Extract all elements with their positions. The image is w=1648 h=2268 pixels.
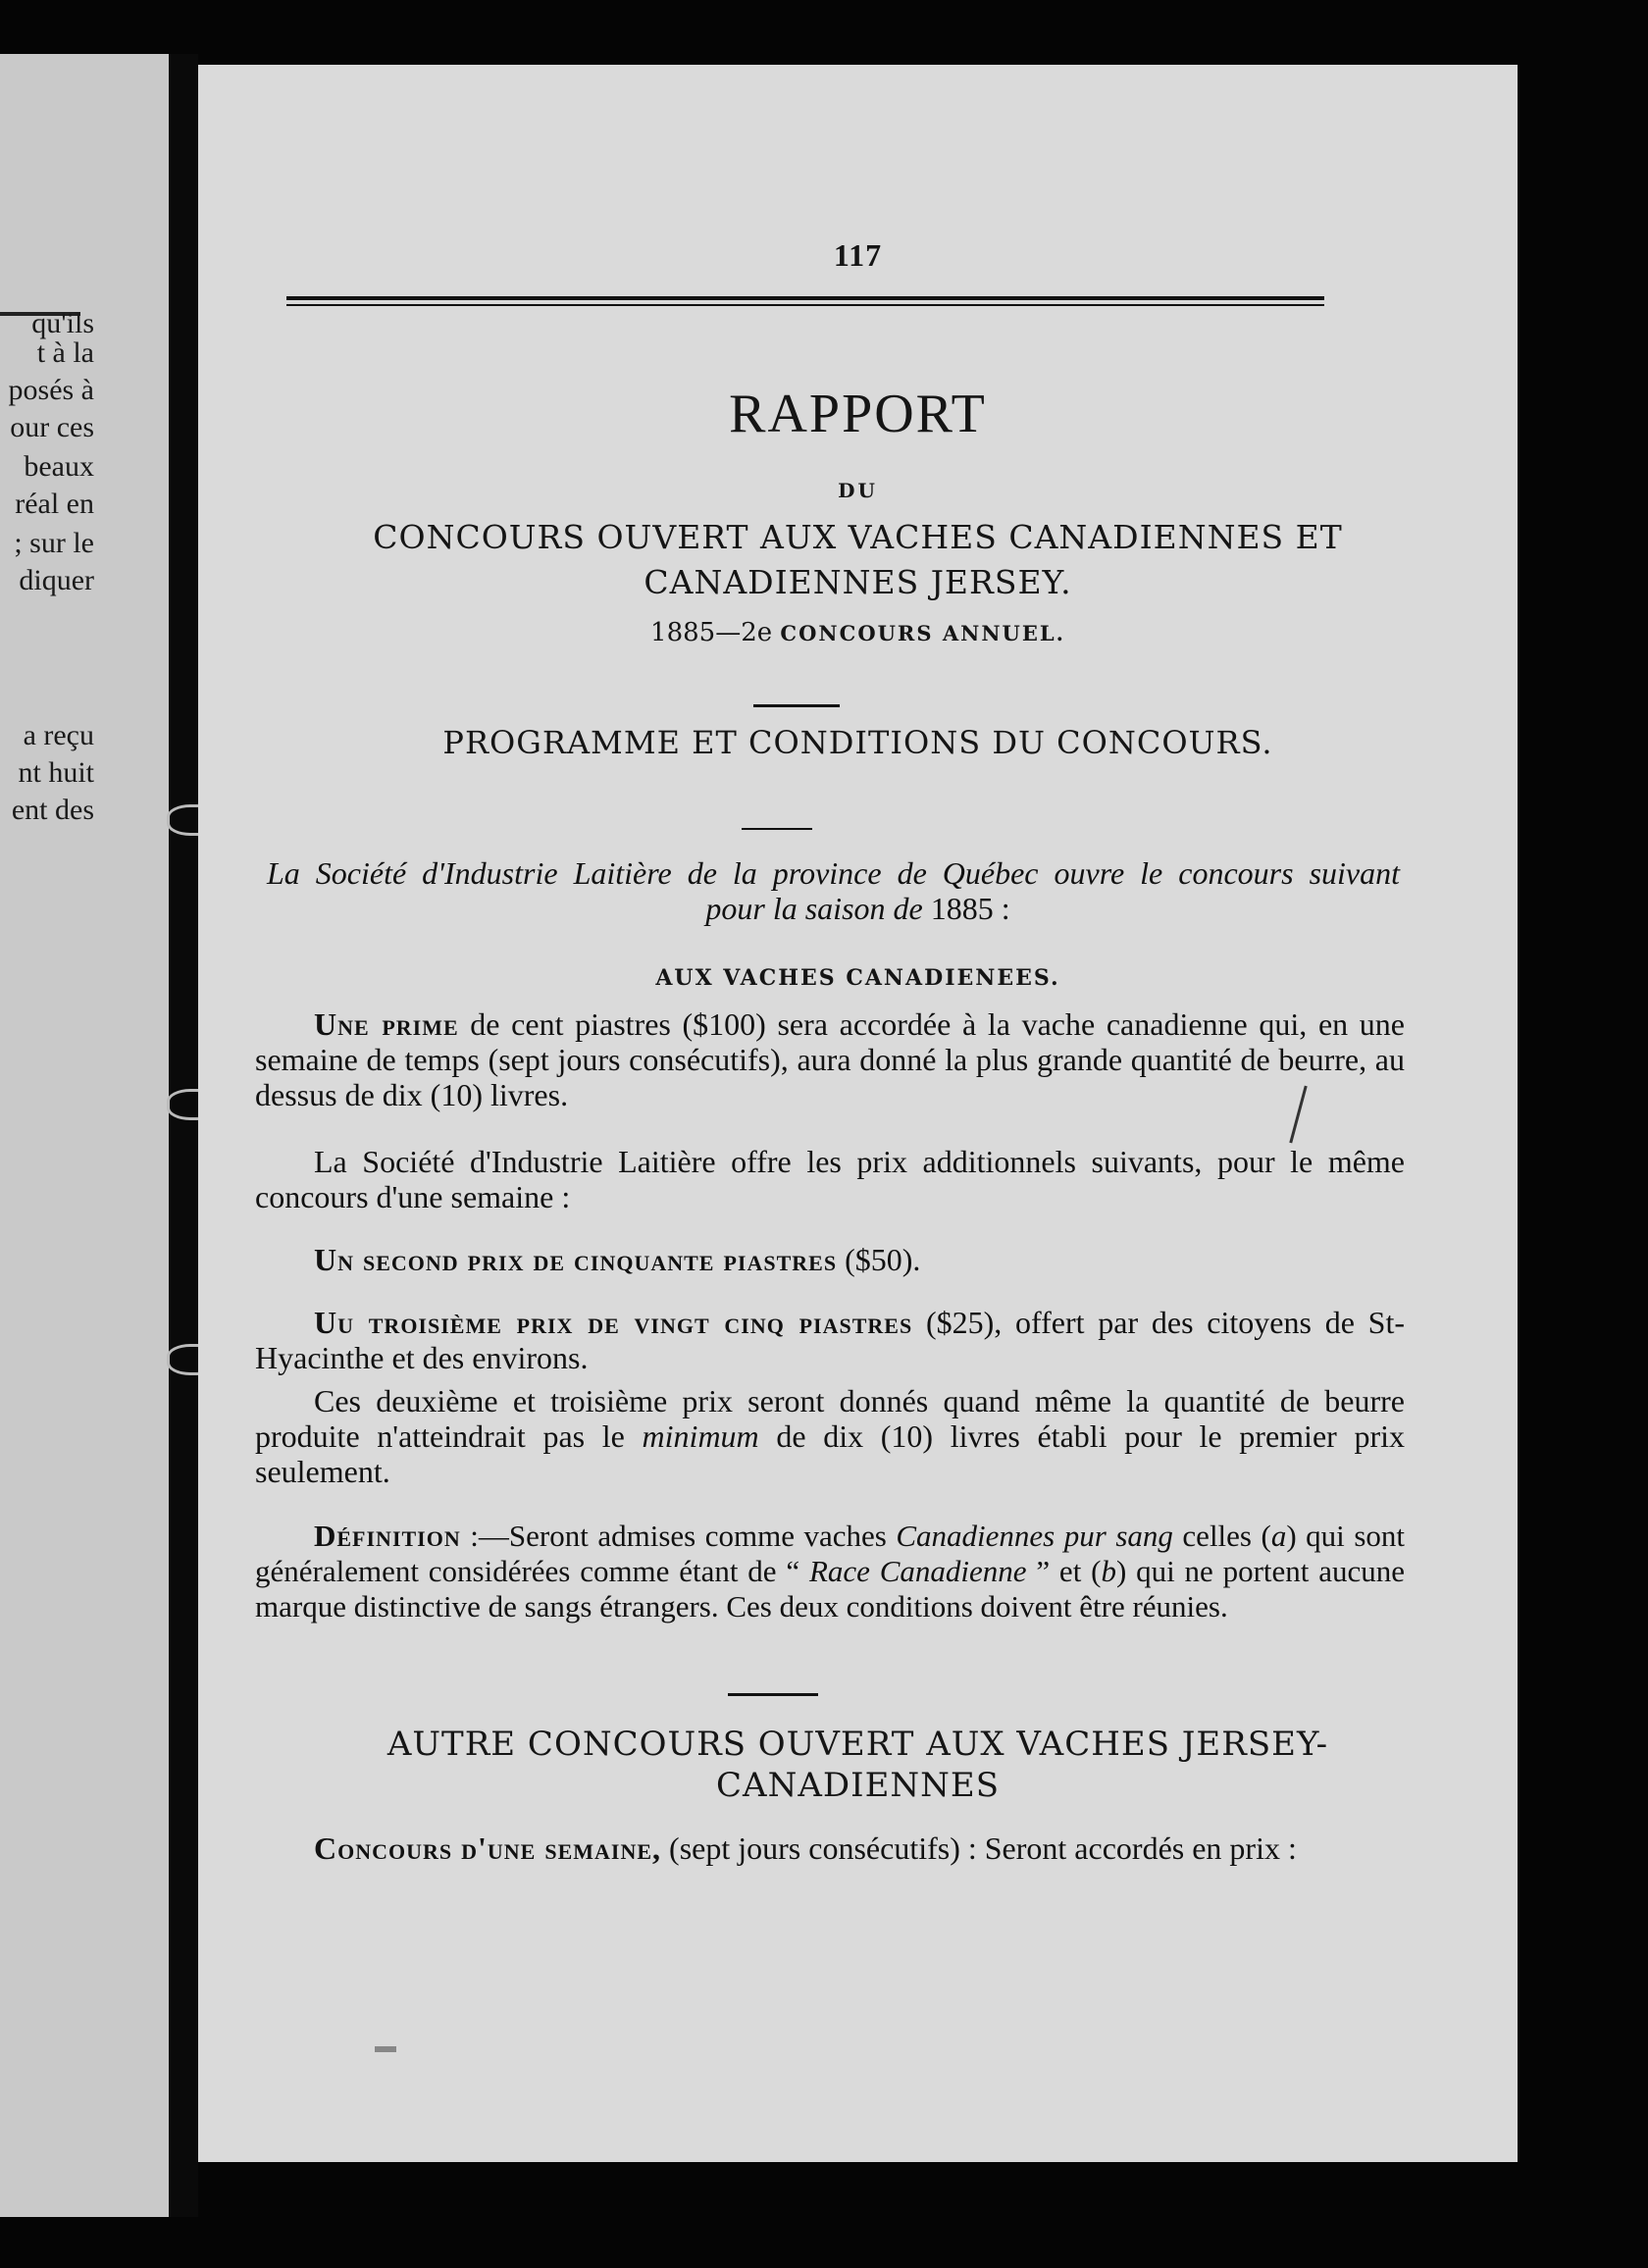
section-rule bbox=[742, 828, 812, 830]
paragraph-italic: a bbox=[1270, 1519, 1287, 1553]
paragraph-italic: b bbox=[1101, 1554, 1116, 1588]
intro-line-1: La Société d'Industrie Laitière de la province de Québec ouvre le concours suivant bbox=[267, 855, 1400, 891]
left-fragment: réal en bbox=[15, 488, 94, 520]
left-fragment: t à la bbox=[36, 336, 94, 369]
report-subtitle-line2: CANADIENNES JERSEY. bbox=[644, 563, 1072, 601]
header-rule bbox=[286, 296, 1324, 300]
left-fragment: nt huit bbox=[18, 756, 94, 789]
report-year: 1885—2e bbox=[650, 618, 773, 647]
paragraph-text: La Société d'Industrie Laitière offre les prix additionnels suivants, pour le même concours d'une semaine : bbox=[255, 1144, 1405, 1214]
left-fragment: beaux bbox=[24, 450, 94, 483]
left-fragment: posés à bbox=[8, 374, 94, 406]
report-title: RAPPORT bbox=[729, 384, 987, 444]
paragraph-text: ($50). bbox=[837, 1242, 921, 1277]
left-fragment: a reçu bbox=[23, 719, 94, 751]
paragraph-lead: Uu troisième prix de vingt cinq piastres bbox=[314, 1305, 913, 1340]
section-rule bbox=[728, 1693, 818, 1696]
autre-heading-line1: AUTRE CONCOURS OUVERT AUX VACHES JERSEY- bbox=[386, 1725, 1329, 1764]
report-du: DU bbox=[838, 479, 878, 502]
paragraph-lead: Concours d'une semaine, bbox=[314, 1830, 662, 1866]
paragraph-concours-semaine bbox=[255, 1830, 1405, 1866]
paragraph-deuxieme-troisieme bbox=[255, 1383, 1405, 1489]
left-fragment: qu'ils bbox=[31, 307, 94, 339]
paragraph-text: ($25), offert par des citoyens de St-Hyacinthe et des environs. bbox=[255, 1305, 1406, 1375]
paragraph-italic: minimum bbox=[642, 1418, 759, 1454]
program-heading: PROGRAMME ET CONDITIONS DU CONCOURS. bbox=[442, 724, 1273, 761]
intro-line-2 bbox=[198, 891, 1518, 926]
page-number: 117 bbox=[833, 237, 883, 273]
paragraph-prix-additionnels bbox=[255, 1144, 1405, 1214]
paragraph-text: :—Seront admises comme vaches bbox=[460, 1519, 897, 1553]
ink-smudge bbox=[375, 2046, 396, 2052]
report-year-line bbox=[198, 618, 1518, 647]
paragraph-lead: Une prime bbox=[314, 1006, 459, 1042]
intro-italic: pour la saison de bbox=[705, 891, 923, 926]
left-fragment: our ces bbox=[10, 411, 94, 443]
left-facing-page bbox=[0, 54, 169, 2217]
left-fragment: ; sur le bbox=[14, 527, 94, 559]
header-rule-thin bbox=[286, 304, 1324, 306]
report-year-caption: CONCOURS ANNUEL. bbox=[780, 621, 1065, 645]
paragraph-italic: Canadiennes pur sang bbox=[896, 1519, 1173, 1553]
paragraph-text: ) qui sont généralement considérées comme étant de “ bbox=[255, 1519, 1405, 1588]
paragraph-second-prix bbox=[255, 1242, 1405, 1277]
aux-heading: AUX VACHES CANADIENEES. bbox=[655, 965, 1060, 991]
report-subtitle-line1: CONCOURS OUVERT AUX VACHES CANADIENNES ET bbox=[373, 518, 1343, 556]
paragraph-prime bbox=[255, 1006, 1405, 1112]
paragraph-text: de cent piastres ($100) sera accordée à la vache canadienne qui, en une semaine de temps (sept jours consécutifs), aura donné la plus grande quantité de beurre, au dessus de dix (10) livres. bbox=[255, 1006, 1406, 1112]
paragraph-text: (sept jours consécutifs) : Seront accordés en prix : bbox=[661, 1830, 1297, 1866]
intro-year: 1885 : bbox=[930, 891, 1010, 926]
paragraph-lead: Définition bbox=[314, 1519, 461, 1553]
book-spine bbox=[169, 54, 198, 2217]
autre-heading-line2: CANADIENNES bbox=[716, 1766, 1000, 1805]
paragraph-text: celles ( bbox=[1172, 1519, 1271, 1553]
paragraph-troisieme-prix bbox=[255, 1305, 1405, 1375]
left-fragment: ent des bbox=[11, 794, 94, 826]
paragraph-text: ) qui ne portent aucune marque distinctive de sangs étrangers. Ces deux conditions doivent être réunies. bbox=[255, 1554, 1405, 1624]
paragraph-definition bbox=[255, 1519, 1405, 1624]
left-fragment: diquer bbox=[19, 564, 94, 596]
paragraph-italic: Race Canadienne bbox=[808, 1554, 1027, 1588]
paragraph-text: Ces deuxième et troisième prix seront donnés quand même la quantité de beurre produite n'atteindrait pas le bbox=[255, 1383, 1405, 1454]
paragraph-text: de dix (10) livres établi pour le premier prix seulement. bbox=[255, 1418, 1406, 1489]
section-rule bbox=[753, 704, 840, 707]
paragraph-lead: Un second prix de cinquante piastres bbox=[314, 1242, 838, 1277]
document-page bbox=[198, 65, 1518, 2162]
paragraph-text: ” et ( bbox=[1026, 1554, 1102, 1588]
